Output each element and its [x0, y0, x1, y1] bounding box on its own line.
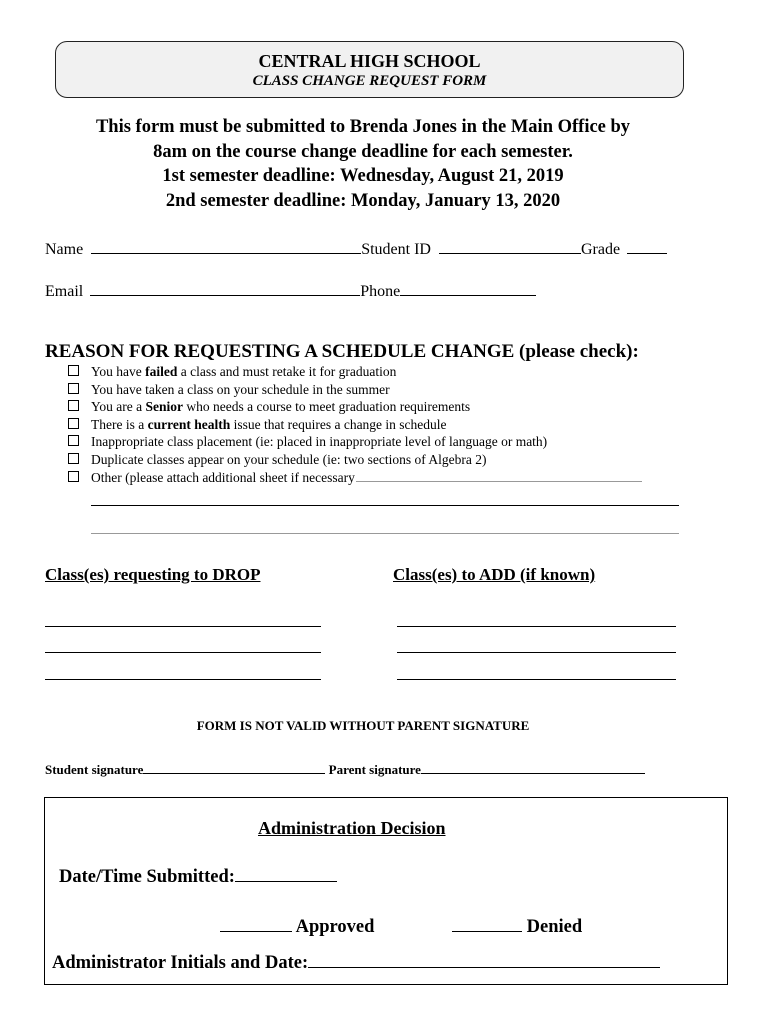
student-id-label: Student ID — [361, 241, 431, 258]
validity-note: FORM IS NOT VALID WITHOUT PARENT SIGNATURE — [196, 718, 530, 733]
add-class-line[interactable] — [397, 626, 676, 627]
parent-signature-field[interactable] — [421, 762, 645, 774]
name-field[interactable] — [91, 238, 361, 254]
initials-row — [52, 952, 660, 974]
approved-label: Approved — [295, 917, 375, 937]
checkbox[interactable] — [68, 453, 79, 464]
checkbox[interactable] — [68, 383, 79, 394]
reason-failed: You have failed a class and must retake it for graduation — [68, 363, 642, 381]
grade-label: Grade — [580, 241, 621, 258]
reason-summer: You have taken a class on your schedule in the summer — [68, 381, 642, 399]
initials-label: Administrator Initials and Date: — [52, 953, 309, 973]
student-signature-label: Student signature — [45, 762, 144, 777]
other-reason-field[interactable] — [356, 469, 642, 482]
reason-senior: You are a Senior who needs a course to meet graduation requirements — [68, 398, 642, 416]
denied-label: Denied — [526, 917, 583, 937]
checkbox[interactable] — [68, 471, 79, 482]
admin-title: Administration Decision — [258, 818, 446, 838]
phone-label: Phone — [360, 283, 401, 300]
denied-row — [452, 916, 582, 938]
denied-field[interactable] — [452, 916, 522, 932]
initials-field[interactable] — [308, 952, 660, 968]
add-heading: Class(es) to ADD (if known) — [393, 565, 596, 584]
email-label: Email — [45, 283, 84, 300]
approved-field[interactable] — [220, 916, 292, 932]
drop-heading: Class(es) requesting to DROP — [45, 565, 261, 584]
notice-line-3: 1st semester deadline: Wednesday, August 21, 2019 — [162, 166, 564, 186]
notice-line-1: This form must be submitted to Brenda Jones in the Main Office by — [95, 117, 631, 137]
name-label: Name — [45, 241, 84, 258]
parent-signature-label: Parent signature — [328, 762, 421, 777]
reason-heading: REASON FOR REQUESTING A SCHEDULE CHANGE (please check): — [45, 341, 639, 362]
notice-line-4: 2nd semester deadline: Monday, January 13, 2020 — [165, 190, 561, 211]
drop-class-line[interactable] — [45, 652, 321, 653]
add-class-line[interactable] — [397, 652, 676, 653]
student-id-field[interactable] — [439, 238, 581, 254]
phone-field[interactable] — [400, 280, 536, 296]
student-signature-field[interactable] — [143, 762, 325, 774]
add-class-line[interactable] — [397, 679, 676, 680]
drop-class-line[interactable] — [45, 626, 321, 627]
date-time-row — [59, 866, 337, 888]
checkbox[interactable] — [68, 400, 79, 411]
reason-duplicate: Duplicate classes appear on your schedule (ie: two sections of Algebra 2) — [68, 451, 642, 469]
other-reason-line[interactable] — [91, 505, 679, 506]
student-info-row — [45, 238, 667, 259]
date-time-field[interactable] — [235, 866, 337, 882]
notice-line-2: 8am on the course change deadline for each semester. — [153, 141, 573, 162]
contact-info-row — [45, 280, 536, 301]
approved-row — [220, 916, 374, 938]
checkbox[interactable] — [68, 435, 79, 446]
reason-list — [68, 363, 642, 486]
date-time-label: Date/Time Submitted: — [59, 867, 235, 887]
grade-field[interactable] — [627, 238, 667, 254]
reason-placement: Inappropriate class placement (ie: placed in inappropriate level of language or math) — [68, 433, 642, 451]
reason-other: Other (please attach additional sheet if necessary — [68, 469, 642, 487]
email-field[interactable] — [90, 280, 360, 296]
reason-health: There is a current health issue that requires a change in schedule — [68, 416, 642, 434]
drop-class-line[interactable] — [45, 679, 321, 680]
school-name: CENTRAL HIGH SCHOOL — [258, 51, 481, 71]
other-reason-line[interactable] — [91, 533, 679, 534]
submission-notice — [40, 115, 686, 213]
form-title: CLASS CHANGE REQUEST FORM — [252, 73, 487, 89]
checkbox[interactable] — [68, 418, 79, 429]
checkbox[interactable] — [68, 365, 79, 376]
form-header — [55, 41, 684, 98]
signature-row — [45, 762, 645, 778]
